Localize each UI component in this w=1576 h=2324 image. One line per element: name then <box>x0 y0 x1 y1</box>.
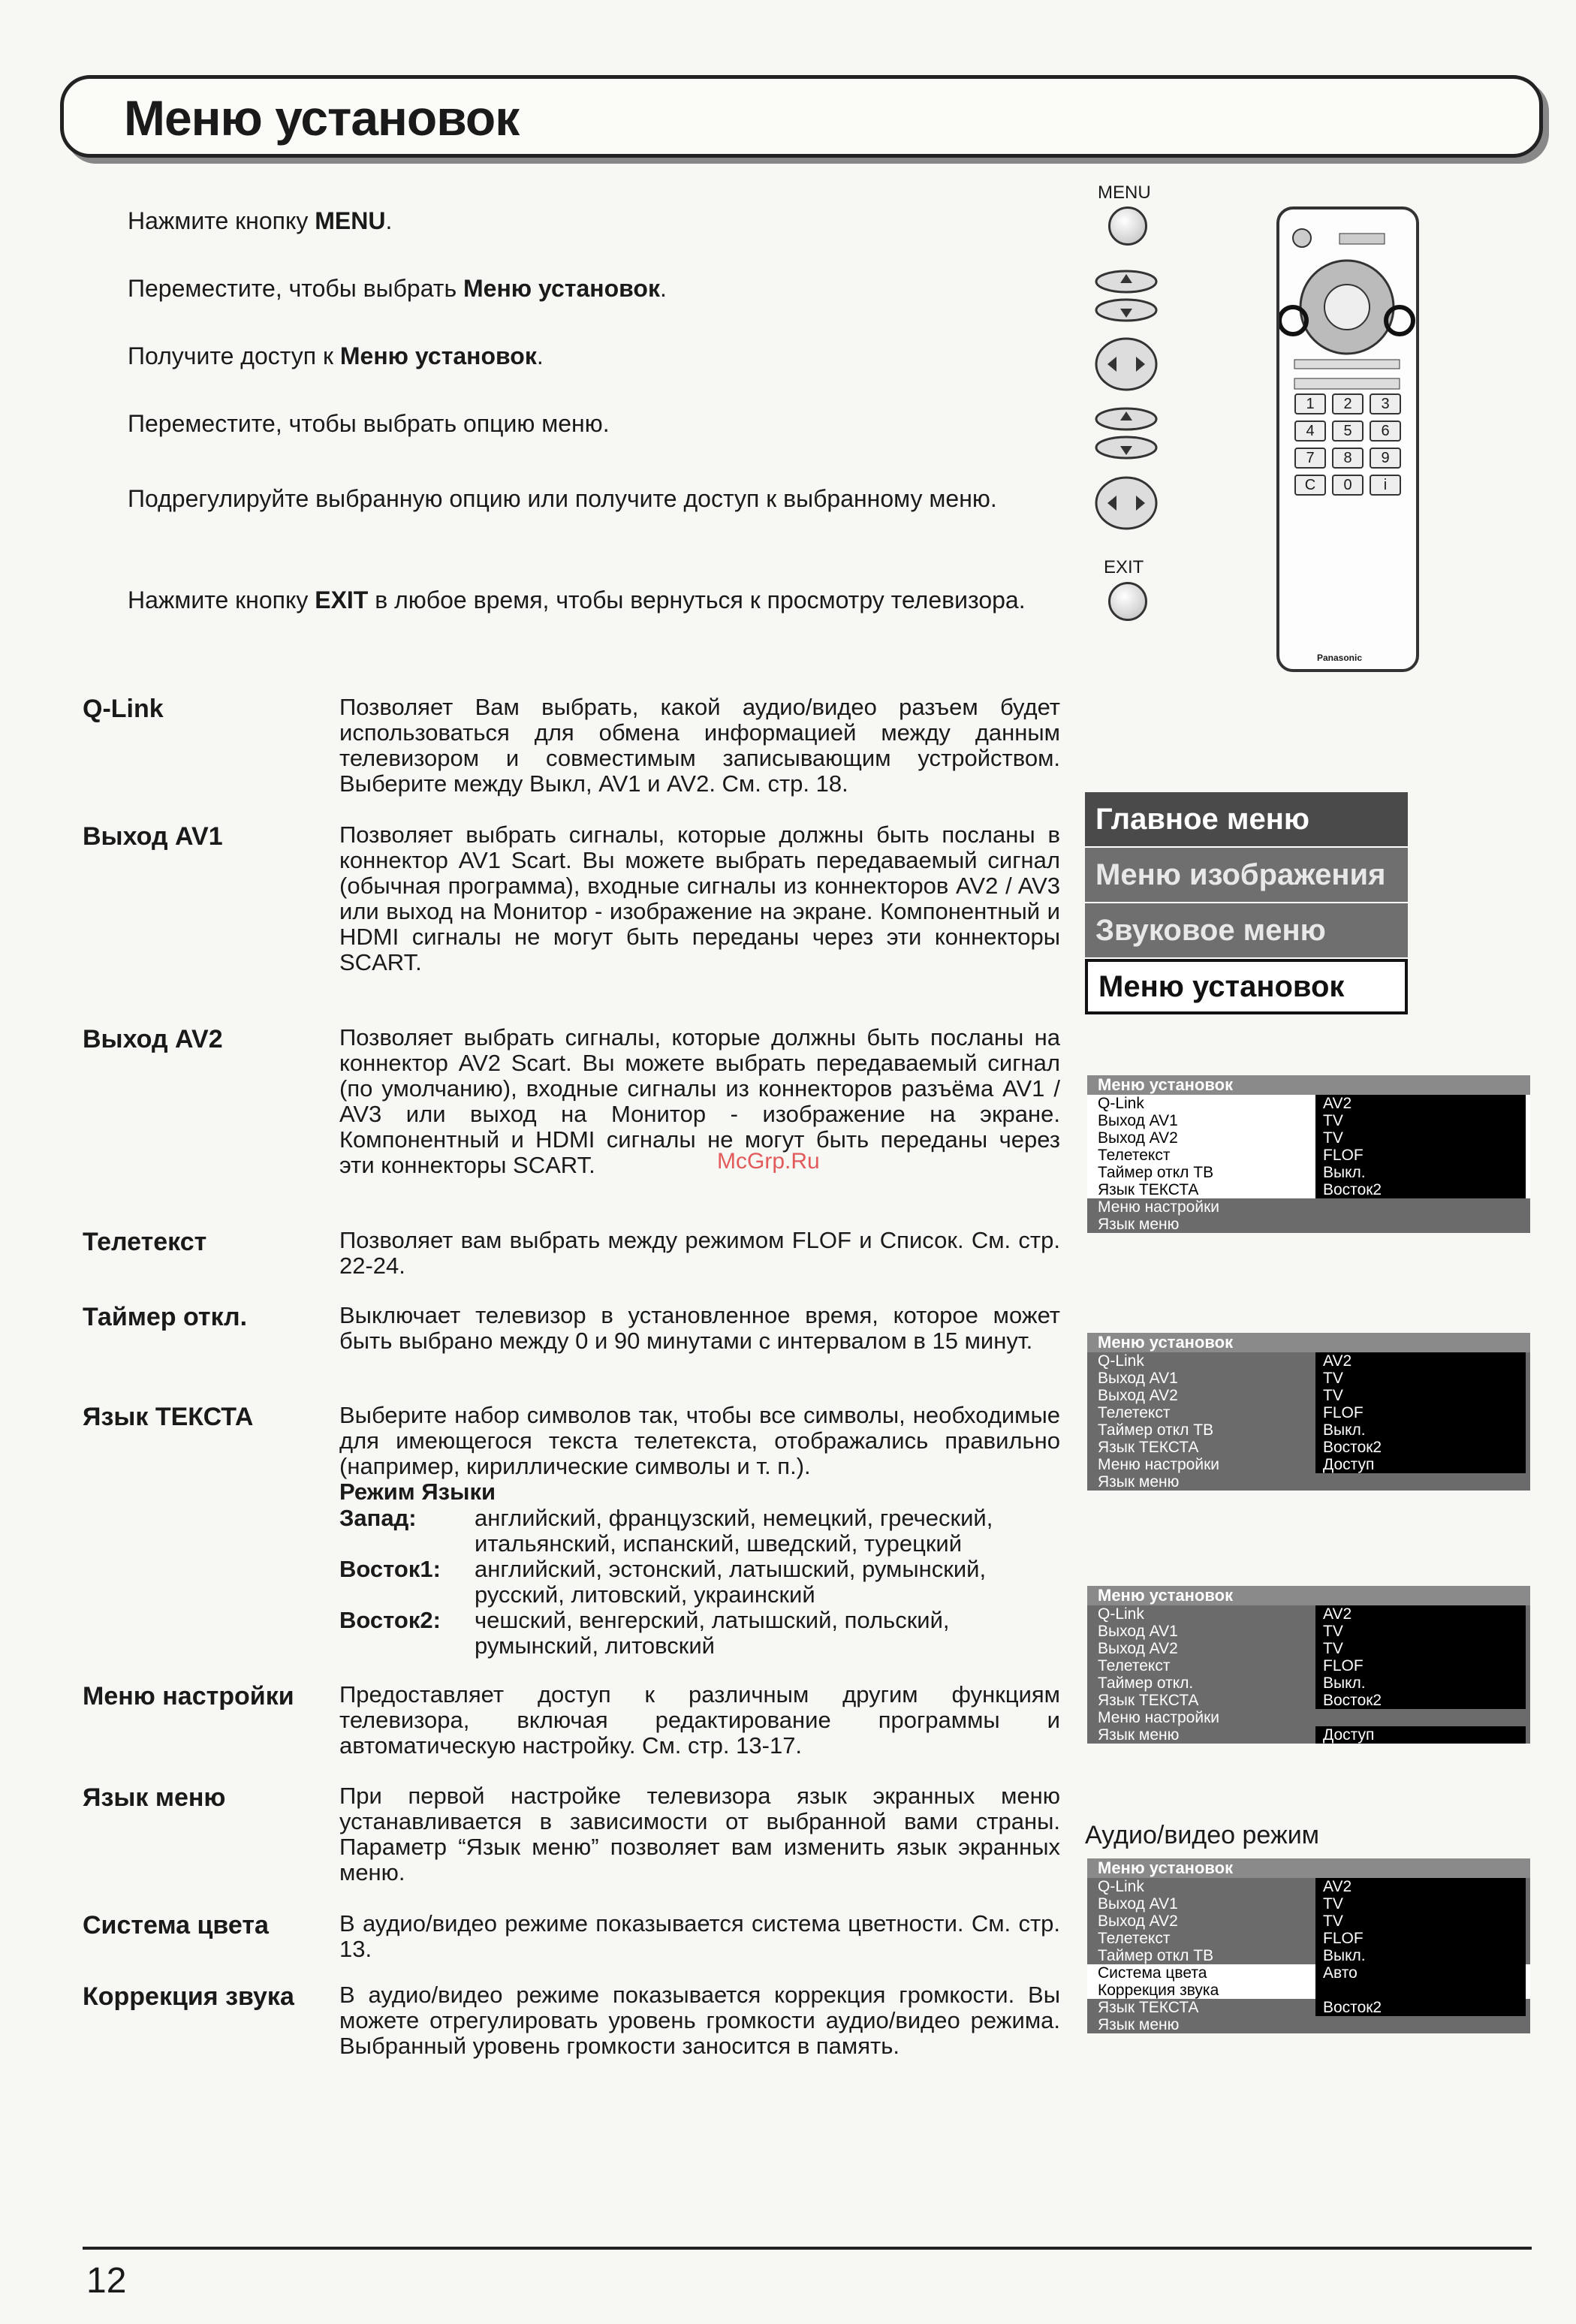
remote-digit-button: 5 <box>1332 420 1364 442</box>
term-desc-3: Позволяет вам выбрать между режимом FLOF и Список. См. стр. 22-24. <box>339 1227 1060 1279</box>
osd-row-value: Доступ <box>1315 1726 1526 1744</box>
osd-row-value <box>1315 1982 1526 1999</box>
osd-row-label: Q-Link <box>1098 1878 1144 1895</box>
term-4: Таймер откл. <box>83 1303 248 1331</box>
osd-row-value: Восток2 <box>1315 1181 1526 1198</box>
step-bold: MENU <box>315 207 386 234</box>
remote-digit-button: 3 <box>1370 393 1401 414</box>
remote-digit-button: 2 <box>1332 393 1364 414</box>
osd-row-label: Таймер откл ТВ <box>1098 1421 1214 1439</box>
osd-setup-menu-4 <box>1087 1858 1530 2033</box>
lang-value: английский, эстонский, латышский, румынский, русский, литовский, украинский <box>475 1556 987 1608</box>
osd-row-value <box>1315 1709 1526 1726</box>
osd-row <box>1087 1605 1530 1623</box>
step-bold: EXIT <box>315 586 369 613</box>
osd-header: Меню установок <box>1087 1075 1530 1095</box>
osd-row-label: Выход AV1 <box>1098 1895 1178 1913</box>
remote-digit-button: 0 <box>1332 475 1364 496</box>
step-bold: Меню установок <box>339 342 537 369</box>
term-5: Язык ТЕКСТА <box>83 1403 254 1431</box>
osd-row-value: Доступ <box>1315 1456 1526 1473</box>
osd-row <box>1087 1404 1530 1421</box>
osd-row <box>1087 1895 1530 1913</box>
osd-row-label: Таймер откл. <box>1098 1674 1194 1692</box>
osd-row-value: FLOF <box>1315 1147 1526 1164</box>
osd-row-value: Восток2 <box>1315 1692 1526 1709</box>
osd-row-label: Меню настройки <box>1098 1456 1219 1473</box>
page-title: Меню установок <box>124 90 520 146</box>
term-desc-6: Предоставляет доступ к различным другим функциям телевизора, включая редактирование программы и автоматическую настройку. См. стр. 13-17. <box>339 1681 1060 1759</box>
osd-row-value: AV2 <box>1315 1605 1526 1623</box>
osd-row <box>1087 1439 1530 1456</box>
page-number: 12 <box>86 2261 127 2301</box>
osd-row <box>1087 1164 1530 1181</box>
osd-row <box>1087 1964 1530 1982</box>
osd-row-value: TV <box>1315 1913 1526 1930</box>
osd-row <box>1087 1930 1530 1947</box>
osd-row <box>1087 1878 1530 1895</box>
osd-row-label: Телетекст <box>1098 1657 1171 1674</box>
term-desc-9: В аудио/видео режиме показывается коррекция громкости. Вы можете отрегулировать уровень громкости аудио/видео режима. Выбранный уровень громкости заносится в память. <box>339 1982 1060 2059</box>
osd-row <box>1087 1112 1530 1129</box>
remote-digits <box>1294 393 1407 496</box>
term-desc-4: Выключает телевизор в установленное время, которое может быть выбрано между 0 и 90 минутами с интервалом в 15 минут. <box>339 1302 1060 1354</box>
term-1: Выход AV1 <box>83 822 223 851</box>
osd-row-label: Язык меню <box>1098 2016 1180 2033</box>
osd-row <box>1087 1674 1530 1692</box>
step-2 <box>128 270 1081 306</box>
osd-row-label: Телетекст <box>1098 1930 1171 1947</box>
osd-row-value: FLOF <box>1315 1404 1526 1421</box>
lang-row <box>339 1608 1060 1659</box>
osd-row-label: Q-Link <box>1098 1605 1144 1623</box>
osd-row-label: Выход AV1 <box>1098 1623 1178 1640</box>
osd-setup-menu-2 <box>1087 1333 1530 1491</box>
osd-row-label: Таймер откл ТВ <box>1098 1164 1214 1181</box>
remote-digit-button: i <box>1370 475 1401 496</box>
term-desc-0: Позволяет Вам выбрать, какой аудио/видео разъем будет использоваться для обмена информацией между данным телевизором и совместимым записывающим устройством. Выберите между Выкл, AV1 и AV2. См. стр. 18. <box>339 694 1060 797</box>
osd-row-label: Q-Link <box>1098 1095 1144 1112</box>
osd-row-label: Выход AV2 <box>1098 1913 1178 1930</box>
osd-row-value: TV <box>1315 1623 1526 1640</box>
main-menu-image <box>1085 792 1408 1014</box>
lang-value: чешский, венгерский, латышский, польский, румынский, литовский <box>475 1607 950 1659</box>
sound-menu-item: Звуковое меню <box>1085 903 1408 959</box>
osd-row <box>1087 1421 1530 1439</box>
remote-digit-button: 8 <box>1332 448 1364 469</box>
osd-row-value <box>1315 1216 1526 1233</box>
osd-row-label: Телетекст <box>1098 1404 1171 1421</box>
osd-row-label: Язык ТЕКСТА <box>1098 1439 1199 1456</box>
step-1 <box>128 203 1081 239</box>
osd-row <box>1087 1181 1530 1198</box>
osd-row <box>1087 1726 1530 1744</box>
osd-row-value: Выкл. <box>1315 1947 1526 1964</box>
step-text: Нажмите кнопку <box>128 207 315 234</box>
picture-menu-item: Меню изображения <box>1085 848 1408 903</box>
remote-control <box>1276 206 1419 672</box>
osd-row-label: Выход AV1 <box>1098 1112 1178 1129</box>
osd-row <box>1087 1982 1530 1999</box>
step-text: Переместите, чтобы выбрать опцию меню. <box>128 410 610 437</box>
term-desc-8: В аудио/видео режиме показывается система цветности. См. стр. 13. <box>339 1910 1060 1962</box>
term-desc-1: Позволяет выбрать сигналы, которые должны быть посланы в коннектор AV1 Scart. Вы можете выбрать передаваемый сигнал (обычная программа), входные сигналы из коннекторов AV2 / AV3 или выход на Монитор - изображение на экране. Компонентный и HDMI сигналы не могут быть переданы через эти коннекторы SCART. <box>339 821 1060 975</box>
step-text: . <box>385 207 393 234</box>
remote-digit-button: 7 <box>1294 448 1326 469</box>
osd-row-label: Телетекст <box>1098 1147 1171 1164</box>
osd-row-value: Выкл. <box>1315 1164 1526 1181</box>
osd-row-label: Язык меню <box>1098 1216 1180 1233</box>
osd-row-value: AV2 <box>1315 1095 1526 1112</box>
step-text: . <box>659 275 667 302</box>
term-6: Меню настройки <box>83 1682 294 1711</box>
step-text: Получите доступ к <box>128 342 340 369</box>
osd-row-label: Язык ТЕКСТА <box>1098 1999 1199 2016</box>
up-down-arrow-icon-2 <box>1092 404 1168 464</box>
osd-row-value: TV <box>1315 1640 1526 1657</box>
step-bold: Меню установок <box>463 275 660 302</box>
left-right-arrow-icon <box>1092 334 1168 394</box>
up-down-arrow-icon <box>1092 267 1168 327</box>
step-6 <box>128 582 1081 618</box>
osd-row <box>1087 1147 1530 1164</box>
lang-key: Восток1: <box>339 1556 441 1582</box>
osd-row-value <box>1315 1473 1526 1491</box>
left-right-arrow-icon-2 <box>1092 473 1168 533</box>
osd-row <box>1087 1370 1530 1387</box>
osd-row-value <box>1315 2016 1526 2033</box>
osd-row-label: Коррекция звука <box>1098 1982 1219 1999</box>
osd-row <box>1087 1913 1530 1930</box>
osd-row-value: TV <box>1315 1112 1526 1129</box>
osd-row-value: Восток2 <box>1315 1439 1526 1456</box>
osd-row-label: Язык ТЕКСТА <box>1098 1181 1199 1198</box>
title-box <box>60 75 1543 158</box>
osd-row-label: Выход AV2 <box>1098 1640 1178 1657</box>
osd-row <box>1087 1352 1530 1370</box>
osd-row-label: Язык ТЕКСТА <box>1098 1692 1199 1709</box>
term-desc-7: При первой настройке телевизора язык экранных меню устанавливается в зависимости от выбранной вами страны. Параметр “Язык меню” позволяет вам изменить язык экранных меню. <box>339 1783 1060 1885</box>
remote-digit-button: 9 <box>1370 448 1401 469</box>
osd-row-label: Q-Link <box>1098 1352 1144 1370</box>
menu-button-label: MENU <box>1098 182 1151 203</box>
osd-row <box>1087 1999 1530 2016</box>
exit-button-label: EXIT <box>1104 557 1144 577</box>
osd-row <box>1087 1387 1530 1404</box>
step-text: Переместите, чтобы выбрать <box>128 275 464 302</box>
osd-row-label: Выход AV2 <box>1098 1129 1178 1147</box>
osd-row <box>1087 1623 1530 1640</box>
lang-row <box>339 1557 1060 1608</box>
exit-button-icon <box>1108 582 1147 621</box>
osd-setup-menu-3 <box>1087 1586 1530 1744</box>
osd-row <box>1087 1198 1530 1216</box>
term-8: Система цвета <box>83 1911 269 1940</box>
osd-row-value: Авто <box>1315 1964 1526 1982</box>
term-0: Q-Link <box>83 695 164 723</box>
watermark: McGrp.Ru <box>717 1149 820 1174</box>
osd-row-label: Язык меню <box>1098 1473 1180 1491</box>
lang-header: Режим Языки <box>339 1478 496 1505</box>
lang-row <box>339 1506 1060 1557</box>
term-9: Коррекция звука <box>83 1982 294 2011</box>
step-3 <box>128 338 1081 374</box>
av-mode-label: Аудио/видео режим <box>1085 1821 1320 1849</box>
osd-row <box>1087 1473 1530 1491</box>
osd-row-value: Восток2 <box>1315 1999 1526 2016</box>
osd-row <box>1087 1692 1530 1709</box>
step-text: Подрегулируйте выбранную опцию или получите доступ к выбранному меню. <box>128 485 997 512</box>
osd-row-value: Выкл. <box>1315 1674 1526 1692</box>
osd-row-label: Язык меню <box>1098 1726 1180 1744</box>
osd-row <box>1087 1657 1530 1674</box>
term-3: Телетекст <box>83 1228 207 1256</box>
osd-row-value: TV <box>1315 1129 1526 1147</box>
page-rule <box>83 2247 1532 2250</box>
term-desc-5: Выберите набор символов так, чтобы все символы, необходимые для имеющегося текста телетекста, отображались правильно (например, кириллические символы и т. п.). <box>339 1402 1060 1479</box>
term-7: Язык меню <box>83 1783 226 1812</box>
osd-row-label: Система цвета <box>1098 1964 1207 1982</box>
step-text: в любое время, чтобы вернуться к просмотру телевизора. <box>368 586 1026 613</box>
osd-row-value: Выкл. <box>1315 1421 1526 1439</box>
osd-row-value: TV <box>1315 1895 1526 1913</box>
osd-setup-menu-1 <box>1087 1075 1530 1233</box>
step-text: . <box>536 342 544 369</box>
remote-digit-button: 4 <box>1294 420 1326 442</box>
remote-digit-button: 1 <box>1294 393 1326 414</box>
osd-row-label: Меню настройки <box>1098 1198 1219 1216</box>
term-desc-2: Позволяет выбрать сигналы, которые должны быть посланы на коннектор AV2 Scart. Вы можете выбрать передаваемый сигнал (по умолчанию), входные сигналы из коннекторов разъёма AV1 / AV3 или выход на Монитор - изображение на экране. Компонентный и HDMI сигналы не могут быть переданы через эти коннекторы SCART. <box>339 1024 1060 1178</box>
lang-value: английский, французский, немецкий, греческий, итальянский, испанский, шведский, турецкий <box>475 1505 993 1557</box>
osd-header: Меню установок <box>1087 1586 1530 1605</box>
osd-row-value <box>1315 1198 1526 1216</box>
osd-row <box>1087 1129 1530 1147</box>
lang-key: Запад: <box>339 1505 417 1531</box>
step-4 <box>128 405 1081 442</box>
remote-digit-button: 6 <box>1370 420 1401 442</box>
osd-row <box>1087 2016 1530 2033</box>
remote-brand: Panasonic <box>1317 653 1363 663</box>
osd-row <box>1087 1216 1530 1233</box>
osd-row-value: TV <box>1315 1370 1526 1387</box>
step-5 <box>128 481 1081 517</box>
osd-header: Меню установок <box>1087 1858 1530 1878</box>
osd-row-value: AV2 <box>1315 1352 1526 1370</box>
main-menu-item: Главное меню <box>1085 792 1408 848</box>
setup-menu-item: Меню установок <box>1085 959 1408 1014</box>
osd-row-value: FLOF <box>1315 1657 1526 1674</box>
menu-button-icon <box>1108 206 1147 246</box>
osd-row-value: TV <box>1315 1387 1526 1404</box>
lang-key: Восток2: <box>339 1607 441 1633</box>
osd-row-label: Выход AV2 <box>1098 1387 1178 1404</box>
osd-row-value: AV2 <box>1315 1878 1526 1895</box>
osd-row-label: Меню настройки <box>1098 1709 1219 1726</box>
remote-digit-button: C <box>1294 475 1326 496</box>
osd-row-label: Таймер откл ТВ <box>1098 1947 1214 1964</box>
term-2: Выход AV2 <box>83 1025 223 1053</box>
osd-row <box>1087 1095 1530 1112</box>
osd-header: Меню установок <box>1087 1333 1530 1352</box>
osd-row <box>1087 1709 1530 1726</box>
osd-row <box>1087 1640 1530 1657</box>
osd-row <box>1087 1456 1530 1473</box>
osd-row-label: Выход AV1 <box>1098 1370 1178 1387</box>
osd-row-value: FLOF <box>1315 1930 1526 1947</box>
step-text: Нажмите кнопку <box>128 586 315 613</box>
osd-row <box>1087 1947 1530 1964</box>
